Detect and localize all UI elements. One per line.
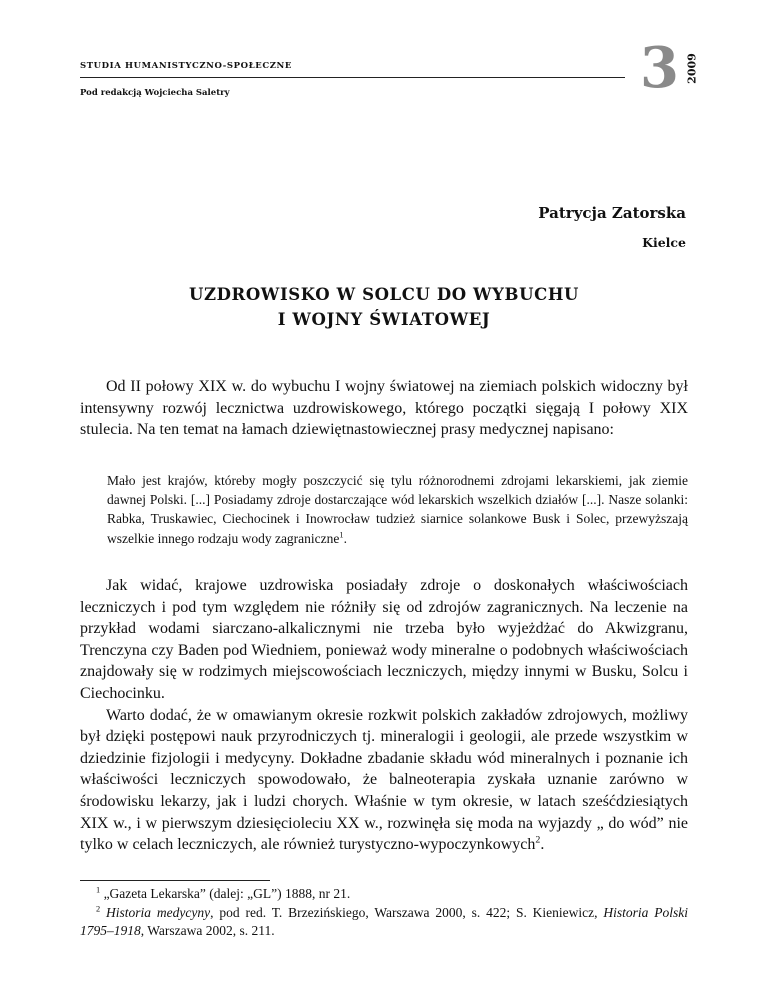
paragraphs-main (80, 575, 688, 856)
paragraph-1 (80, 376, 688, 441)
paragraph-3-text: Warto dodać, że w omawianym okresie rozkwit polskich zakładów zdrojowych, możliwy był dzięki postępowi nauk przyrodniczych tj. mineralogii i geologii, ale przede wszystkim w dziedzinie fizjologii i medycyny. Dokładne zbadanie składu wód mineralnych i poznanie ich właściwości leczniczych spowodowało, że balneoterapia zyskała uznanie zarówno w środowisku lekarzy, jak i ludzi chorych. Właśnie w tym okresie, w latach sześćdziesiątych XIX w., i w pierwszym dziesięcioleciu XX w., rozwinęła się moda na wyjazdy „ do wód” nie tylko w celach leczniczych, ale również turystyczno-wypoczynkowych (80, 706, 688, 854)
block-quote-text: Mało jest krajów, któreby mogły poszczycić się tylu różnorodnemi zdrojami lekarskiemi, jak ziemie dawnej Polski. [...] Posiadamy zdroje dostarczające wód lekarskich wszelkich działów [...]. Nasze solanki: Rabka, Truskawiec, Ciechocinek i Inowrocław tudzież siarnice solankowe Busk i Solec, przewyższają wszelkie innego rodzaju wody zagraniczne (107, 473, 688, 546)
article-title-line-1: UZDROWISKO W SOLCU DO WYBUCHU (188, 285, 580, 304)
paragraph-2: Jak widać, krajowe uzdrowiska posiadały zdroje o doskonałych właściwościach leczniczych i pod tym względem nie różniły się od zdrojów zagranicznych. Na leczenie na przykład wodami siarczano-alkalicznymi nie trzeba było wyjeżdżać do Akwizgranu, Trenczyna czy Baden pod Wiedniem, ponieważ wody mineralne o podobnych właściwościach znajdowały się w rodzimych miejscowościach leczniczych, między innymi w Busku, Solcu i Ciechocinku. (80, 577, 688, 702)
footnote-2-mid: , pod red. T. Brzezińskiego, Warszawa 2000, s. 422; S. Kieniewicz, (210, 904, 604, 920)
issue-number: 3 (640, 35, 679, 101)
footnote-2 (80, 904, 688, 941)
footnote-1 (80, 885, 688, 904)
paragraph-1-text: Od II połowy XIX w. do wybuchu I wojny światowej na ziemiach polskich widoczny był intensywny rozwój lecznictwa uzdrowiskowego, którego początki sięgają I połowy XIX stulecia. Na ten temat na łamach dziewiętnastowiecznej prasy medycznej napisano: (80, 378, 688, 439)
editor-line: Pod redakcją Wojciecha Saletry (80, 88, 230, 98)
issue-year: 2009 (685, 53, 699, 84)
paragraph-3: Warto dodać, że w omawianym okresie rozkwit polskich zakładów zdrojowych, możliwy był dzięki postępowi nauk przyrodniczych tj. mineralogii i geologii, ale przede wszystkim w dziedzinie fizjologii i medycyny. Dokładne zbadanie składu wód mineralnych i poznanie ich właściwości leczniczych spowodowało, że balneoterapia zyskała uznanie zarówno w środowisku lekarzy, jak i ludzi chorych. Właśnie w tym okresie, w latach sześćdziesiątych XIX w., i w pierwszym dziesięcioleciu XX w., rozwinęła się moda na wyjazdy „ do wód” nie tylko w celach leczniczych, ale również turystyczno-wypoczynkowych$^2$. (80, 706, 688, 854)
header-rule (80, 77, 625, 78)
footnote-1-text: „Gazeta Lekarska” (dalej: „GL”) 1888, nr 21. (103, 886, 351, 901)
journal-title: STUDIA HUMANISTYCZNO-SPOŁECZNE (80, 61, 293, 71)
footnote-2-title-1: Historia medycyny (106, 904, 211, 920)
footnotes (80, 885, 688, 941)
article-title-line-2: I WOJNY ŚWIATOWEJ (277, 310, 491, 329)
footnote-1-number: 1 (96, 885, 101, 895)
footnote-2-title-2: Historia Polski 1795–1918 (80, 904, 689, 938)
article-title (80, 282, 688, 332)
block-quote: Mało jest krajów, któreby mogły poszczycić się tylu różnorodnemi zdrojami lekarskiemi, jak ziemie dawnej Polski. [...] Posiadamy zdroje dostarczające wód lekarskich wszelkich działów [...]. Nasze solanki: Rabka, Truskawiec, Ciechocinek i Inowrocław tudzież siarnice solankowe Busk i Solec, przewyższają wszelkie innego rodzaju wody zagraniczne$^1$. (107, 473, 688, 546)
footnote-ref-1[interactable]: 1 (339, 530, 344, 540)
footnote-2-number: 2 (96, 904, 101, 913)
footnote-2-end: , Warszawa 2002, s. 211. (140, 923, 275, 938)
footnote-rule (80, 880, 270, 881)
author-name: Patrycja Zatorska (538, 204, 686, 222)
footnote-ref-2[interactable]: 2 (535, 834, 541, 846)
author-affiliation: Kielce (642, 235, 686, 250)
